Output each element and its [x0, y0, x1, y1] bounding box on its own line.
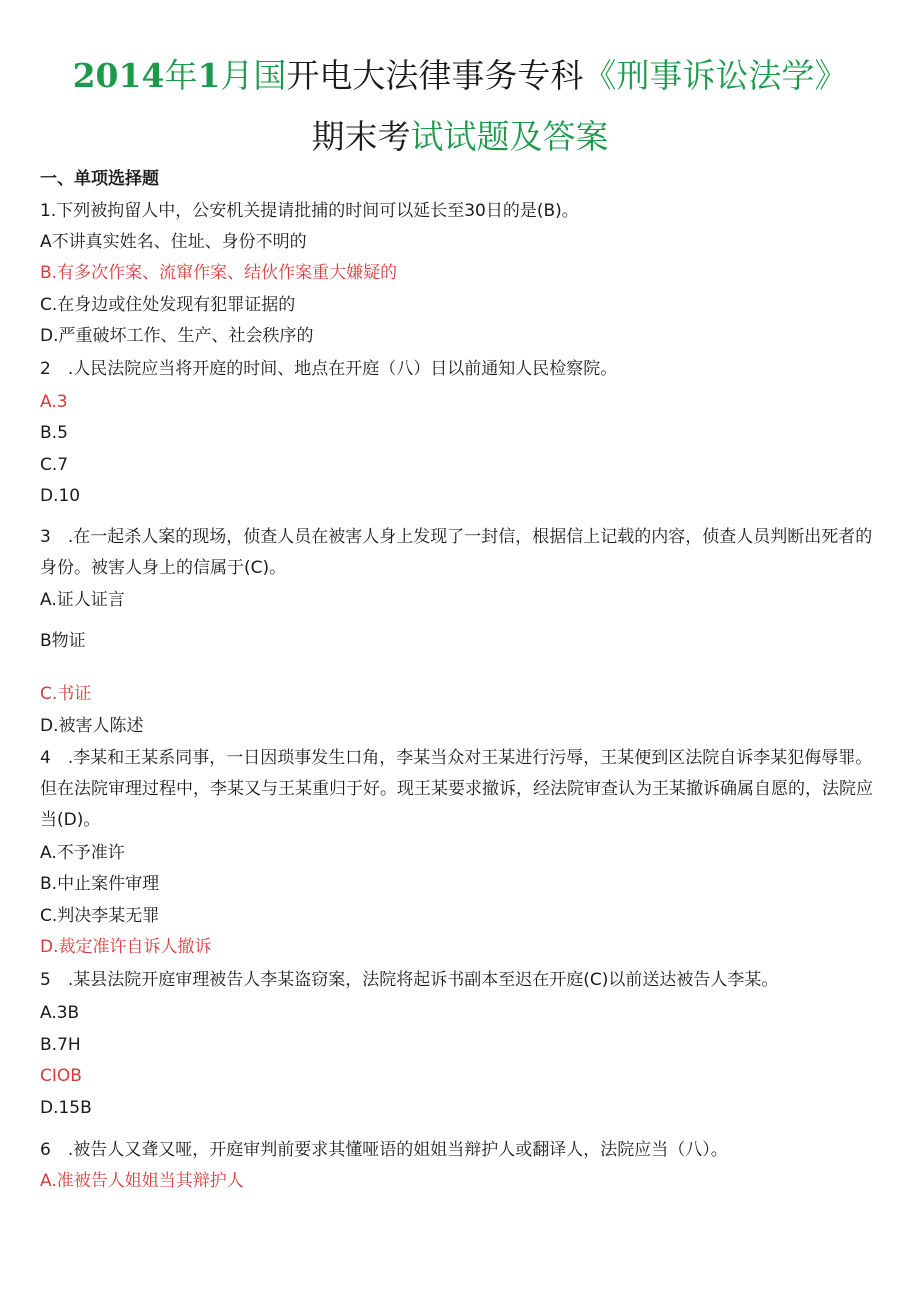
q5-option-a: A.3B [40, 1003, 80, 1023]
q6-stem: 6 .被告人又聋又哑，开庭审判前要求其懂哑语的姐姐当辩护人或翻译人，法院应当（八）。 [40, 1140, 728, 1160]
q4-option-c: C.判决李某无罪 [40, 906, 160, 926]
q3-stem: 3 .在一起杀人案的现场，侦查人员在被害人身上发现了一封信，根据信上记载的内容，侦查人员判断出死者的身份。被害人身上的信属于(C)。 [40, 527, 873, 578]
q2-option-b: B.5 [40, 423, 68, 443]
q4-option-b: B.中止案件审理 [40, 874, 160, 894]
title-nian: 年 [164, 56, 198, 95]
title-year: 2014 [72, 56, 165, 95]
q5-stem: 5 .某县法院开庭审理被告人李某盗窃案，法院将起诉书副本至迟在开庭(C)以前送达被告人李某。 [40, 970, 779, 990]
q5-option-c-answer: CIOB [40, 1066, 82, 1086]
q3-option-a: A.证人证言 [40, 590, 125, 610]
q6-option-a-answer: A.准被告人姐姐当其辩护人 [40, 1171, 244, 1191]
section-heading: 一、单项选择题 [40, 169, 159, 189]
doc-title-line-2 [0, 117, 920, 157]
doc-title-line-1 [0, 56, 920, 96]
title-subject: 《刑事诉讼法学》 [583, 56, 848, 95]
q2-option-d: D.10 [40, 486, 81, 506]
title-part3: 及答案 [509, 117, 609, 156]
q5-option-d: D.15B [40, 1098, 92, 1118]
q3-option-d: D.被害人陈述 [40, 716, 144, 736]
title-part1: 期末考 [311, 117, 411, 156]
q4-option-a: A.不予准许 [40, 843, 125, 863]
q1-option-d: D.严重破坏工作、生产、社会秩序的 [40, 326, 314, 346]
q1-option-b-answer: B.有多次作案、流窜作案、结伙作案重大嫌疑的 [40, 263, 398, 283]
q2-stem: 2 .人民法院应当将开庭的时间、地点在开庭（八）日以前通知人民检察院。 [40, 359, 618, 379]
q3-option-b: B物证 [40, 631, 86, 651]
title-part2: 试试题 [410, 117, 510, 156]
q1-option-c: C.在身边或住处发现有犯罪证据的 [40, 295, 296, 315]
q3-option-c-answer: C.书证 [40, 684, 92, 704]
q2-option-a-answer: A.3 [40, 392, 68, 412]
title-yue: 月国 [220, 56, 287, 95]
q4-stem: 4 .李某和王某系同事，一日因琐事发生口角，李某当众对王某进行污辱，王某便到区法院自诉李某犯侮辱罪。但在法院审理过程中，李某又与王某重归于好。现王某要求撤诉，经法院审查认为王某撤诉确属自愿的，法院应当(D)。 [40, 748, 873, 830]
q5-option-b: B.7H [40, 1035, 81, 1055]
title-month: 1 [197, 56, 221, 95]
q4-option-d-answer: D.裁定准许自诉人撤诉 [40, 937, 212, 957]
q2-option-c: C.7 [40, 455, 69, 475]
title-mid: 开电大法律事务专科 [286, 56, 584, 95]
q1-option-a: A不讲真实姓名、住址、身份不明的 [40, 232, 307, 252]
q1-stem: 1.下列被拘留人中，公安机关提请批捕的时间可以延长至30日的是(B)。 [40, 201, 579, 221]
